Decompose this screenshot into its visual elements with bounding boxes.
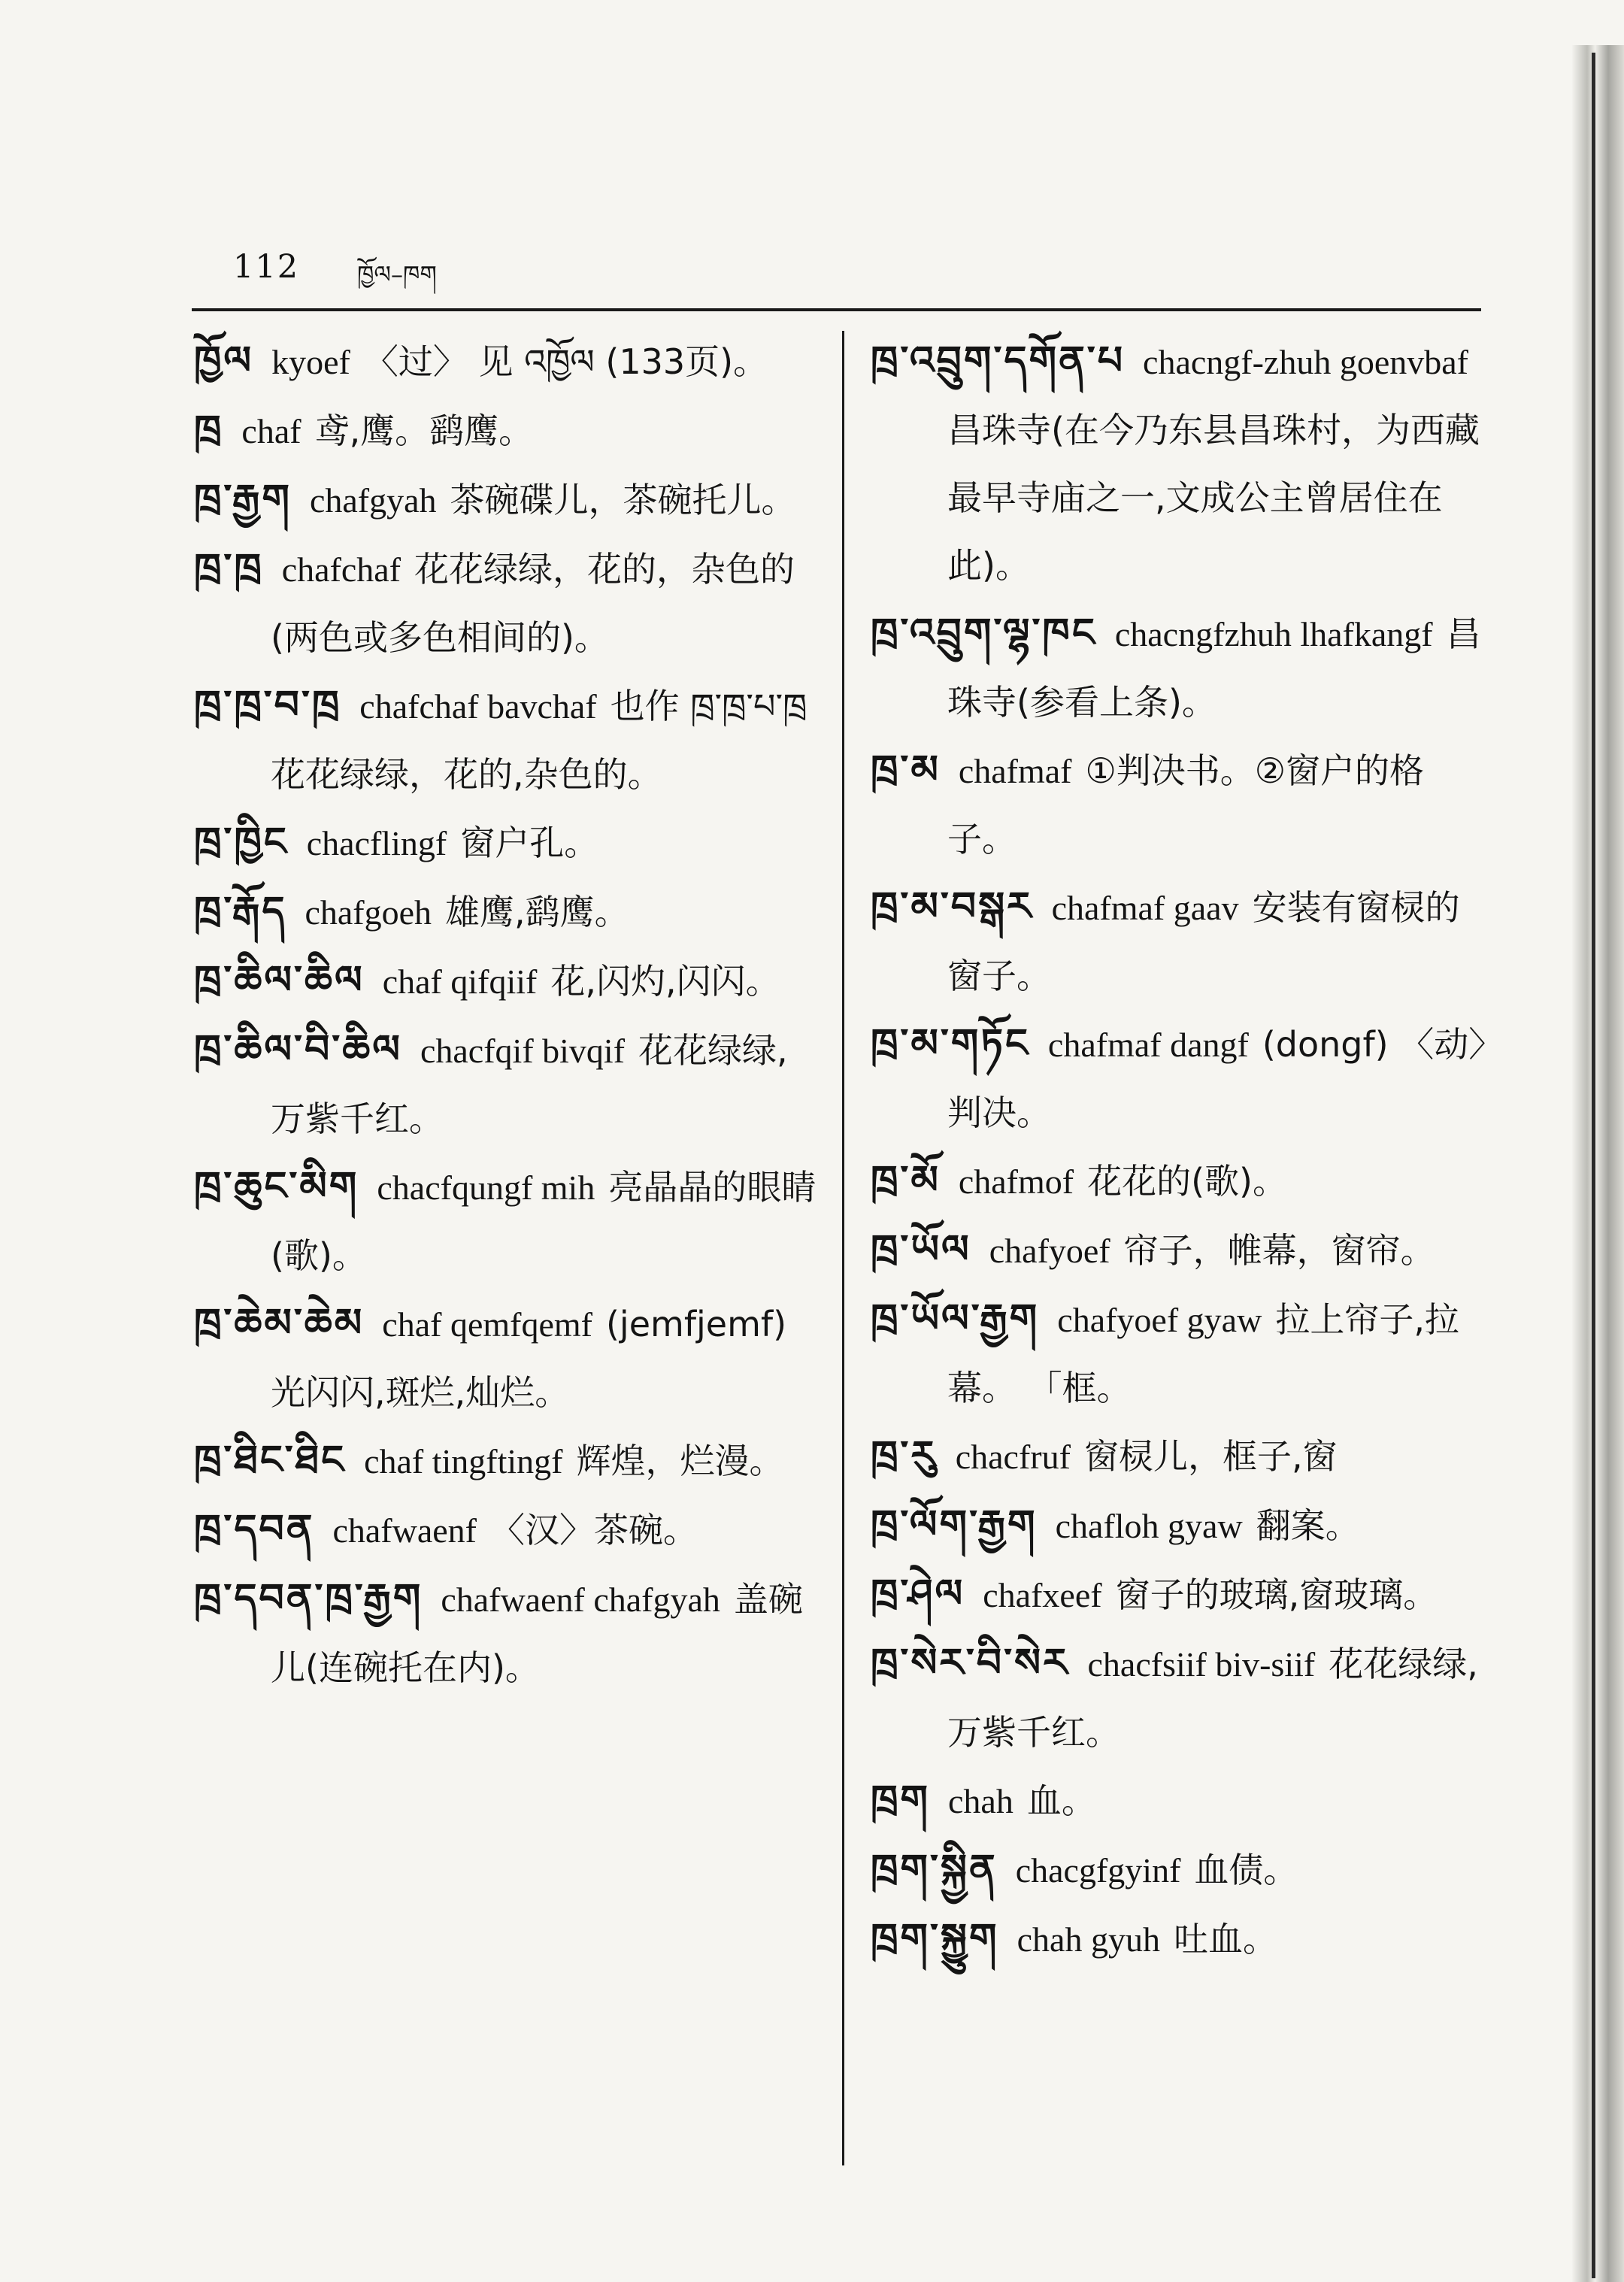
dictionary-entry	[194, 808, 822, 877]
dictionary-entry	[871, 873, 1489, 1010]
entry-headword: ཁྲ་ཤེལ	[871, 1571, 965, 1617]
entry-romanization: chafyoef gyaw	[1057, 1301, 1262, 1339]
entry-romanization: chacgfgyinf	[1015, 1851, 1181, 1890]
entry-definition: 吐血。	[1173, 1919, 1277, 1959]
entry-definition: 鸢,鹰。鹞鹰。	[314, 411, 534, 451]
entry-definition: 血债。	[1194, 1850, 1298, 1890]
entry-headword: ཁྲ་ལོག་རྒྱག	[871, 1502, 1038, 1547]
dictionary-entry	[194, 947, 822, 1016]
dictionary-entry	[871, 1010, 1489, 1147]
entry-romanization: chaf qifqiif	[382, 962, 538, 1001]
dictionary-entry	[194, 1153, 822, 1289]
entry-romanization: chafmaf gaav	[1051, 889, 1239, 927]
entry-headword: ཁྱོལ	[194, 338, 254, 383]
entry-headword: ཁྲ་ཡོལ	[871, 1227, 971, 1272]
entry-definition: (jemfjemf) 光闪闪,斑烂,灿烂。	[271, 1304, 787, 1413]
entry-romanization: chacfqungf mih	[377, 1168, 595, 1207]
dictionary-entry	[194, 1426, 822, 1496]
entry-romanization: chacfqif bivqif	[420, 1032, 626, 1070]
entry-definition: 花花绿绿,万紫千红。	[271, 1030, 788, 1139]
dictionary-entry	[871, 1905, 1489, 1974]
dictionary-entry	[871, 599, 1489, 736]
entry-definition: 拉上帘子,拉幕。 「框。	[947, 1299, 1459, 1408]
dictionary-entry	[194, 1289, 822, 1426]
entry-headword: ཁྲ་ཐིང་ཐིང	[194, 1438, 347, 1483]
entry-headword: ཁྲག་སྐྱུག	[871, 1916, 999, 1961]
entry-romanization: chafgyah	[309, 481, 437, 520]
entry-definition: 窗子的玻璃,窗玻璃。	[1115, 1574, 1438, 1615]
entry-definition: 窗户孔。	[460, 823, 599, 863]
dictionary-entry	[194, 465, 822, 535]
dictionary-entry	[871, 736, 1489, 873]
entry-headword: ཁྲག	[871, 1777, 931, 1823]
entry-definition: 昌珠寺(参看上条)。	[947, 614, 1481, 723]
entry-definition: 窗棂儿，框子,窗	[1083, 1436, 1338, 1477]
dictionary-entry	[871, 1147, 1489, 1216]
dictionary-entry	[871, 1285, 1489, 1422]
entry-headword: ཁྲ་ཆིལ་ཆིལ	[194, 958, 365, 1003]
entry-romanization: chafmof	[958, 1162, 1074, 1201]
entry-romanization: chacflingf	[306, 824, 447, 862]
entry-definition: 花花绿绿,万紫千红。	[947, 1644, 1478, 1753]
entry-romanization: kyoef	[271, 343, 350, 381]
entry-romanization: chah	[948, 1782, 1013, 1820]
dictionary-entry	[871, 1491, 1489, 1560]
entry-definition: ①判决书。②窗户的格子。	[947, 750, 1424, 859]
entry-headword: ཁྲ་ཁྱིང	[194, 820, 289, 865]
entry-romanization: chafwaenf	[332, 1511, 477, 1550]
entry-definition: 〈汉〉茶碗。	[489, 1510, 698, 1550]
page-edge-line	[1592, 53, 1595, 2278]
entry-romanization: chaf qemfqemf	[382, 1305, 592, 1344]
entry-definition: 辉煌，烂漫。	[576, 1441, 784, 1481]
entry-romanization: chafchaf bavchaf	[359, 687, 597, 726]
entry-headword: ཁྲ་ཡོལ་རྒྱག	[871, 1296, 1040, 1341]
entry-headword: ཁྲ་དབན	[194, 1507, 315, 1552]
entry-headword: ཁྲ་ཁྲ་བ་ཁྲ	[194, 683, 342, 728]
entry-headword: ཁྲ་རུ	[871, 1433, 938, 1478]
dictionary-entry	[194, 327, 822, 396]
entry-headword: ཁྲ་ཆེམ་ཆེམ	[194, 1301, 365, 1346]
entry-romanization: chacngfzhuh lhafkangf	[1114, 615, 1433, 653]
entry-definition: 雄鹰,鹞鹰。	[445, 892, 629, 932]
page-edge-shadow	[1571, 45, 1624, 2282]
entry-headword: ཁྲ་མ་གཏོང	[871, 1021, 1030, 1066]
dictionary-entry	[194, 1496, 822, 1565]
dictionary-entry	[871, 327, 1489, 599]
entry-headword: ཁྲ་མ	[871, 747, 941, 792]
entry-romanization: chacngf-zhuh goenvbaf	[1143, 343, 1469, 381]
entry-romanization: chaf	[241, 412, 301, 450]
entry-romanization: chafmaf	[958, 752, 1072, 790]
entry-headword: ཁྲ་འབྲུག་ལྷ་ཁང	[871, 611, 1097, 656]
entry-definition: 花,闪灼,闪闪。	[550, 961, 780, 1002]
entry-headword: ཁྲ་རྒོད	[194, 889, 287, 934]
dictionary-entry	[194, 1565, 822, 1702]
entry-definition: 盖碗儿(连碗托在内)。	[271, 1579, 803, 1688]
right-column	[871, 327, 1489, 1974]
dictionary-entry	[871, 1560, 1489, 1629]
entry-definition: 翻案。	[1256, 1505, 1360, 1546]
entry-romanization: chafwaenf chafgyah	[441, 1580, 720, 1619]
entry-definition: 血。	[1026, 1780, 1096, 1821]
entry-romanization: chafyoef	[989, 1232, 1110, 1270]
running-head: ཁྱོལ–ཁག	[357, 260, 437, 289]
page-header	[233, 248, 1474, 296]
entry-headword: ཁྲ་མོ	[871, 1158, 941, 1203]
dictionary-entry	[194, 535, 822, 671]
entry-definition: 帘子，帷幕，窗帘。	[1123, 1230, 1435, 1271]
entry-definition: 花花的(歌)。	[1087, 1161, 1287, 1202]
entry-definition: (dongf) 〈动〉判决。	[947, 1024, 1486, 1133]
dictionary-entry	[194, 1016, 822, 1153]
entry-headword: ཁྲ་འབྲུག་དགོན་པ	[871, 338, 1126, 383]
dictionary-entry	[194, 877, 822, 947]
entry-romanization: chafgoeh	[304, 893, 432, 932]
entry-romanization: chah gyuh	[1017, 1920, 1160, 1959]
dictionary-entry	[194, 671, 822, 808]
dictionary-entry	[871, 1766, 1489, 1835]
entry-romanization: chafmaf dangf	[1047, 1026, 1249, 1064]
header-rule	[192, 308, 1481, 311]
entry-romanization: chaf tingftingf	[364, 1442, 563, 1480]
entry-headword: ཁྲག་སྐྱིན	[871, 1847, 998, 1892]
entry-romanization: chafchaf	[281, 550, 401, 589]
entry-headword: ཁྲ་ཆུང་མིག	[194, 1164, 359, 1209]
dictionary-entry	[871, 1216, 1489, 1285]
entry-headword: ཁྲ་ཁྲ	[194, 546, 264, 591]
left-column	[194, 327, 822, 1702]
dictionary-entry	[871, 1422, 1489, 1491]
entry-definition: 亮晶晶的眼睛(歌)。	[271, 1167, 817, 1276]
entry-definition: 安装有窗棂的窗子。	[947, 887, 1460, 996]
entry-headword: ཁྲ་རྒྱག	[194, 477, 292, 522]
entry-headword: ཁྲ་ཆིལ་བི་ཆིལ	[194, 1027, 402, 1072]
entry-definition: 〈过〉 见 འཁྱོལ (133页)。	[363, 341, 768, 382]
dictionary-entry	[194, 396, 822, 465]
entry-headword: ཁྲ་སེར་བི་སེར	[871, 1641, 1070, 1686]
dictionary-entry	[871, 1835, 1489, 1905]
entry-definition: 花花绿绿，花的，杂色的(两色或多色相间的)。	[271, 549, 795, 658]
entry-headword: ཁྲ་དབན་ཁྲ་རྒྱག	[194, 1576, 423, 1621]
entry-romanization: chacfruf	[955, 1438, 1071, 1476]
entry-romanization: chafxeef	[983, 1576, 1102, 1614]
entry-definition: 昌珠寺(在今乃东县昌珠村，为西藏最早寺庙之一,文成公主曾居住在此)。	[947, 410, 1480, 586]
column-rule	[842, 331, 844, 2165]
page-number: 112	[233, 248, 300, 286]
entry-headword: ཁྲ་མ་བསྒར	[871, 884, 1034, 929]
entry-romanization: chafloh gyaw	[1055, 1507, 1243, 1545]
entry-definition: 茶碗碟儿，茶碗托儿。	[450, 480, 796, 520]
entry-romanization: chacfsiif biv-siif	[1087, 1645, 1316, 1683]
entry-headword: ཁྲ	[194, 408, 224, 453]
dictionary-entry	[871, 1629, 1489, 1766]
entry-definition: 也作 ཁྲ་ཁྲ་པ་ཁྲ 花花绿绿，花的,杂色的。	[271, 686, 807, 795]
